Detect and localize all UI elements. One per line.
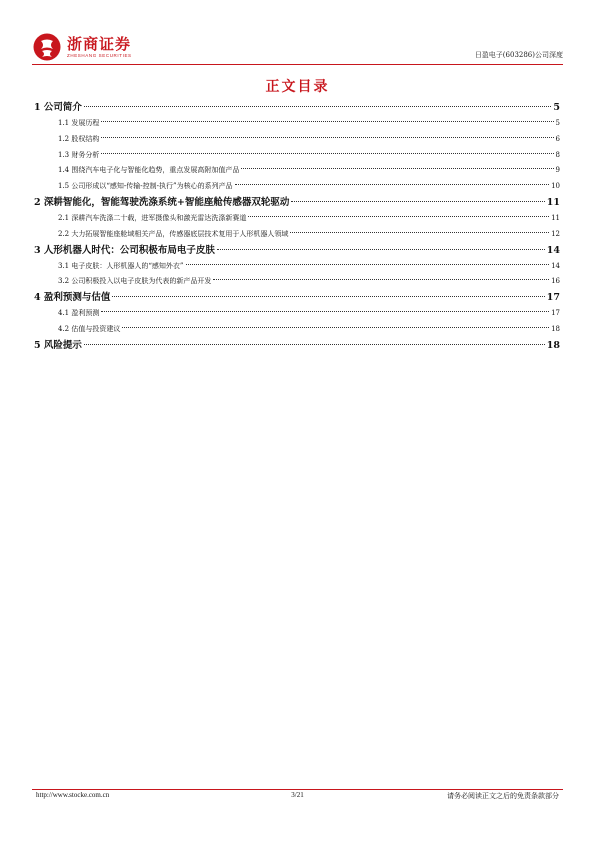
toc-entry-label: 1.1 发展历程 bbox=[58, 119, 100, 127]
toc-dot-leader bbox=[248, 216, 549, 217]
toc-entry-label: 4 盈利预测与估值 bbox=[34, 292, 111, 304]
toc-subsection-entry[interactable] bbox=[34, 163, 560, 179]
toc-entry-label: 5 风险提示 bbox=[34, 339, 82, 351]
report-tag: 日盈电子(603286)公司深度 bbox=[474, 51, 563, 59]
toc-dot-leader bbox=[101, 137, 553, 138]
footer-divider bbox=[32, 789, 563, 790]
toc-entry-label: 1 公司简介 bbox=[34, 102, 82, 113]
toc-dot-leader bbox=[101, 311, 549, 312]
toc-dot-leader bbox=[84, 344, 545, 345]
disclaimer-notice: 请务必阅读正文之后的免责条款部分 bbox=[447, 792, 559, 800]
toc-section-entry[interactable] bbox=[34, 243, 560, 259]
toc-dot-leader bbox=[101, 153, 553, 154]
toc-entry-page: 11 bbox=[551, 213, 560, 222]
toc-entry-page: 17 bbox=[546, 292, 560, 304]
header-divider bbox=[32, 64, 563, 65]
toc-entry-page: 11 bbox=[546, 196, 560, 208]
toc-entry-page: 17 bbox=[551, 309, 560, 318]
brand-name-cn: 浙商证券 bbox=[67, 34, 132, 53]
toc-subsection-entry[interactable] bbox=[34, 179, 560, 195]
toc-dot-leader bbox=[241, 168, 553, 169]
brand-name-en: ZHESHANG SECURITIES bbox=[67, 52, 132, 58]
toc-dot-leader bbox=[122, 327, 549, 328]
toc-subsection-entry[interactable] bbox=[34, 306, 560, 322]
toc-section-entry[interactable] bbox=[34, 290, 560, 306]
toc-entry-page: 12 bbox=[551, 229, 560, 238]
toc-entry-page: 9 bbox=[555, 166, 560, 175]
toc-entry-page: 10 bbox=[551, 182, 560, 191]
toc-dot-leader bbox=[291, 201, 544, 202]
toc-entry-page: 18 bbox=[546, 339, 560, 351]
toc-title: 正文目录 bbox=[265, 79, 330, 95]
toc-entry-label: 3 人形机器人时代：公司积极布局电子皮肤 bbox=[34, 244, 215, 256]
toc-dot-leader bbox=[213, 279, 549, 280]
toc-dot-leader bbox=[235, 184, 549, 185]
toc-dot-leader bbox=[84, 106, 551, 107]
toc-subsection-entry[interactable] bbox=[34, 322, 560, 338]
brand-logo bbox=[32, 30, 132, 64]
toc-entry-label: 2.1 深耕汽车洗涤二十载，进军摄像头和激光雷达洗涤新赛道 bbox=[58, 213, 247, 222]
toc-entry-label: 2 深耕智能化，智能驾驶洗涤系统+智能座舱传感器双轮驱动 bbox=[34, 196, 290, 208]
toc-subsection-entry[interactable] bbox=[34, 259, 560, 275]
toc-subsection-entry[interactable] bbox=[34, 148, 560, 164]
toc-entry-page: 14 bbox=[551, 261, 560, 270]
toc-dot-leader bbox=[186, 264, 550, 265]
toc-entry-page: 14 bbox=[546, 244, 560, 256]
toc-entry-label: 2.2 大力拓展智能座舱域相关产品，传感器底层技术复用于人形机器人领域 bbox=[58, 229, 289, 238]
page-footer bbox=[36, 791, 559, 803]
toc-section-entry[interactable] bbox=[34, 195, 560, 211]
page-header bbox=[32, 30, 563, 64]
toc-entry-label: 4.1 盈利预测 bbox=[58, 309, 100, 318]
page-number: 3/21 bbox=[291, 791, 304, 799]
toc-entry-page: 6 bbox=[555, 134, 560, 143]
toc-entry-label: 4.2 估值与投资建议 bbox=[58, 324, 121, 333]
toc-subsection-entry[interactable] bbox=[34, 116, 560, 132]
toc-entry-label: 1.4 围绕汽车电子化与智能化趋势，重点发展高附加值产品 bbox=[58, 166, 240, 175]
toc-entry-page: 16 bbox=[551, 277, 560, 286]
toc-subsection-entry[interactable] bbox=[34, 274, 560, 290]
toc-dot-leader bbox=[217, 249, 545, 250]
toc-entry-label: 1.3 财务分析 bbox=[58, 150, 100, 159]
toc-entry-page: 5 bbox=[555, 119, 560, 127]
toc-entry-page: 8 bbox=[555, 150, 560, 159]
toc-dot-leader bbox=[112, 296, 544, 297]
toc-section-entry[interactable] bbox=[34, 100, 560, 116]
toc-entry-label: 1.2 股权结构 bbox=[58, 134, 100, 143]
toc-subsection-entry[interactable] bbox=[34, 227, 560, 243]
toc-subsection-entry[interactable] bbox=[34, 211, 560, 227]
table-of-contents bbox=[34, 100, 560, 354]
toc-dot-leader bbox=[290, 232, 549, 233]
zheshang-logo-icon bbox=[32, 32, 62, 62]
toc-entry-page: 18 bbox=[551, 324, 560, 333]
toc-dot-leader bbox=[101, 121, 553, 122]
toc-subsection-entry[interactable] bbox=[34, 132, 560, 148]
toc-entry-label: 1.5 公司形成以“感知-传输-控制-执行”为核心的系列产品 bbox=[58, 182, 233, 191]
footer-url-link[interactable]: http://www.stocke.com.cn bbox=[36, 791, 110, 799]
toc-entry-page: 5 bbox=[553, 102, 560, 113]
toc-entry-label: 3.2 公司积极投入以电子皮肤为代表的新产品开发 bbox=[58, 277, 212, 286]
toc-entry-label: 3.1 电子皮肤：人形机器人的“感知外衣” bbox=[58, 261, 184, 270]
toc-section-entry[interactable] bbox=[34, 338, 560, 354]
